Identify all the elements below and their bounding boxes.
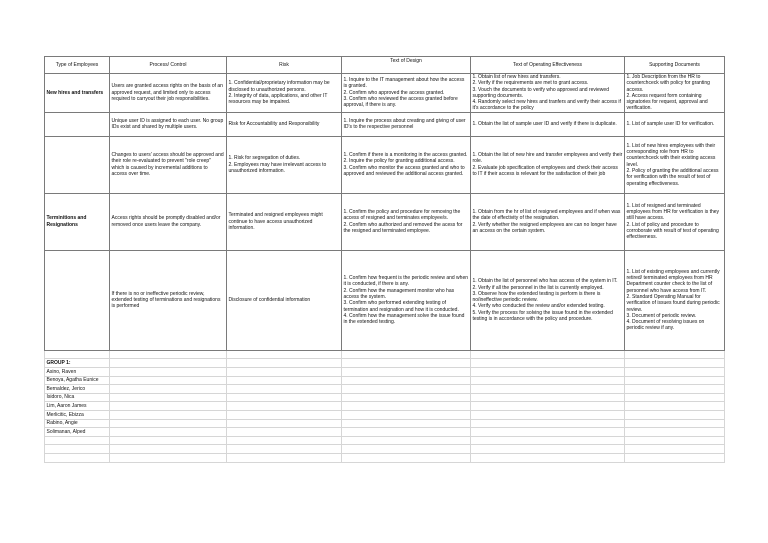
empty-cell[interactable] [471,376,625,385]
empty-cell[interactable] [45,436,110,445]
empty-cell[interactable] [342,385,471,394]
empty-cell[interactable] [227,376,342,385]
empty-cell[interactable] [471,428,625,437]
empty-cell[interactable] [471,359,625,368]
cell-text: 1. Inquire the process about creating and giving of user ID's to the respective personnel [343,117,466,131]
cell-text: 2. Policy of granting the additional access for verification with the result of test of operating effectiveness. [626,167,719,187]
cell-text: 1. Obtain from the hr of list of resigned employees and if when was the date of effectivity of the resignation. [472,209,621,222]
cell-text: 1. Confirm the policy and procedure for removing the access of resigned and terminates employee/s. [343,209,461,222]
empty-cell[interactable] [110,445,227,454]
empty-cell[interactable] [110,419,227,428]
grid-row [45,359,725,368]
cell-text: 1. Risk for segregation of duties. [228,155,301,162]
type-cell[interactable] [45,250,110,350]
empty-cell[interactable] [342,436,471,445]
cell-text: Terminated and resigned employees might continue to have access unauthorized information. [228,212,323,231]
spreadsheet [44,56,725,463]
cell-text: 1. List of existing employees and currently retired/ terminated employees from HR Department counter check to the list of personnel who have access from IT. [626,268,720,294]
empty-cell[interactable] [227,402,342,411]
cell-text: 2. Verify if all the personnel in the list is currently employed. [472,284,604,291]
empty-cell[interactable] [110,410,227,419]
process-cell[interactable] [110,112,227,136]
risk-cell[interactable] [227,112,342,136]
risk-cell[interactable] [227,74,342,113]
design-cell[interactable] [342,112,471,136]
cell-text: 1. Confirm how frequent is the periodic review and when it is conducted, if there is any. [343,275,469,288]
empty-cell[interactable] [471,367,625,376]
empty-cell[interactable] [625,428,725,437]
empty-cell[interactable] [342,428,471,437]
table-body [45,74,725,351]
grid-row [45,402,725,411]
cell-text: 1. Inquire to the IT management about how the access is granted. [343,77,465,90]
empty-cell[interactable] [227,385,342,394]
empty-cell[interactable] [471,453,625,462]
empty-cell[interactable] [625,367,725,376]
empty-cell[interactable] [342,453,471,462]
cell-text: 2. Employees may have irrelevant access to unauthorized information. [228,161,327,174]
cell-text: Changes to users' access should be approved and their role re-evaluated to prevent "role creep" which is caused by incremental additions to access over time. [111,152,224,178]
empty-cell[interactable] [625,453,725,462]
empty-cell[interactable] [625,385,725,394]
empty-cell[interactable] [227,359,342,368]
group-member[interactable]: Merlicitic, Ebizza [45,410,110,419]
empty-cell[interactable] [625,436,725,445]
audit-table [44,56,725,463]
empty-cell[interactable] [227,445,342,454]
type-cell[interactable] [45,112,110,136]
cell-text: 1. Confirm if there is a monitoring in the access granted. [343,152,468,159]
empty-cell[interactable] [45,350,110,359]
cell-text: 5. Verify the process for solving the issue found in the extended testing is in accordance with the policy and procedure. [472,309,613,323]
type-cell[interactable] [45,74,110,113]
empty-cell[interactable] [110,350,227,359]
operating-cell[interactable] [471,193,625,250]
cell-text: 3. Confirm who monitor the access granted and who to approved and reviewed the additional access granted. [343,164,465,178]
empty-cell[interactable] [342,350,471,359]
design-cell[interactable] [342,74,471,113]
type-cell[interactable] [45,136,110,193]
header-type-of-employees[interactable]: Type of Employees [45,57,110,74]
cell-text: 1. Obtain the list of personnel who has access of the system in IT. [472,278,618,285]
empty-cell[interactable] [471,410,625,419]
empty-cell[interactable] [342,393,471,402]
process-cell[interactable] [110,193,227,250]
cell-text: 3. Confirm who reviewed the access granted before approval, if there is any. [343,96,458,109]
grid-row [45,385,725,394]
cell-text: 3. Vouch the documents to verify who approved and reviewed supporting documents. [472,86,609,99]
table-row [45,250,725,350]
cell-text: 1. Obtain list of new hires and transfers. [472,74,561,80]
risk-cell[interactable] [227,193,342,250]
empty-cell[interactable] [227,453,342,462]
grid-row [45,393,725,402]
header-risk[interactable]: Risk [227,57,342,74]
grid-row [45,428,725,437]
design-cell[interactable] [342,136,471,193]
empty-cell[interactable] [227,367,342,376]
empty-cell[interactable] [625,419,725,428]
empty-cell[interactable] [227,419,342,428]
empty-cell[interactable] [471,385,625,394]
group-section [45,350,725,462]
header-row [45,57,725,74]
cell-text: 3. Observe how the extended testing is perform is there is no/ineffective periodic review. [472,290,601,304]
empty-cell[interactable] [110,393,227,402]
empty-cell[interactable] [110,385,227,394]
cell-text: 2. Verify if the requirements are met to grant access. [472,80,589,87]
group-label[interactable]: GROUP 1: [45,359,110,368]
empty-cell[interactable] [625,359,725,368]
cell-text: 1. Job Description from the HR to counterchceck with policy for granting access. [626,74,710,93]
grid-row [45,376,725,385]
empty-cell[interactable] [110,402,227,411]
grid-row [45,419,725,428]
cell-text: 4. Document of resolving issues on periodic review if any. [626,319,705,332]
cell-text: Risk for Accountability and Responsibility [228,121,320,128]
header-text-of-operating-effectiveness[interactable]: Text of Operating Effectiveness [471,57,625,74]
cell-text: If there is no or ineffective periodic review, extended testing of terminations and resignations is performed [111,290,221,310]
empty-cell[interactable] [342,419,471,428]
empty-cell[interactable] [110,436,227,445]
table-row [45,74,725,113]
empty-cell[interactable] [110,453,227,462]
cell-text: 4. Verify who conducted the review and/or extended testing. [472,303,605,310]
type-cell[interactable] [45,193,110,250]
header-process-control[interactable]: Process/ Control [110,57,227,74]
cell-text: 2. Verify whether the resigned employees are can no longer have an access on the certain system. [472,221,617,235]
empty-cell[interactable] [342,359,471,368]
operating-cell[interactable] [471,250,625,350]
grid-row [45,350,725,359]
empty-cell[interactable] [625,410,725,419]
table-row [45,193,725,250]
empty-cell[interactable] [471,419,625,428]
cell-text: 3. Document of periodic review. [626,312,697,319]
empty-cell[interactable] [471,402,625,411]
cell-text: 1. Obtain the list of sample user ID and verify if there is duplicate. [472,121,617,128]
cell-text: 1. List of sample user ID for verification. [626,121,715,128]
cell-text: Unique user ID is assigned to each user. No group IDs exist and shared by multiple users. [111,117,224,131]
empty-cell[interactable] [625,376,725,385]
cell-text: 1. List of resigned and terminated employees from HR for verification is they still have access. [626,202,720,222]
table-row [45,136,725,193]
cell-text: 2. Confirm who authorized and removed the acess for the resigned and terminated employee. [343,221,463,235]
cell-text: 2. Evaluate job specification of employees and check their access to IT if their access is relevant for the satisfaction of their job [472,164,618,178]
risk-cell[interactable] [227,250,342,350]
group-member[interactable]: Bernaldez, Jerico [45,385,110,394]
empty-cell[interactable] [471,393,625,402]
empty-cell[interactable] [342,402,471,411]
cell-text: 2. Standard Operating Manual for verification of issues found during periodic review. [626,293,720,313]
design-cell[interactable] [342,250,471,350]
risk-cell[interactable] [227,136,342,193]
process-cell[interactable] [110,250,227,350]
cell-text: 2. Inquire the policy for granting additional access. [343,158,455,165]
table-row [45,112,725,136]
empty-cell[interactable] [227,393,342,402]
grid-row [45,436,725,445]
empty-cell[interactable] [227,410,342,419]
header-text-of-design[interactable]: Text of Design [342,57,471,74]
grid-row [45,445,725,454]
documents-cell[interactable] [625,112,725,136]
process-cell[interactable] [110,136,227,193]
group-member[interactable]: Isidoro, Nica [45,393,110,402]
process-cell[interactable] [110,74,227,113]
operating-cell[interactable] [471,136,625,193]
grid-row [45,410,725,419]
empty-cell[interactable] [110,359,227,368]
empty-cell[interactable] [625,402,725,411]
group-member[interactable]: Benoya, Agatha Eunice [45,376,110,385]
grid-row [45,453,725,462]
cell-text: 2. Confirm how the management monitor who has access the system. [343,287,455,300]
cell-text: 1. Obtain the list of new hire and transfer employees and verify their role. [472,152,623,165]
cell-text: 2. List of policy and procedure to corroborate with result of test of operating effectiveness. [626,221,719,241]
grid-row [45,367,725,376]
empty-cell[interactable] [110,428,227,437]
empty-cell[interactable] [110,367,227,376]
group-member[interactable]: Rabino, Angie [45,419,110,428]
empty-cell[interactable] [342,445,471,454]
empty-cell[interactable] [625,350,725,359]
empty-cell[interactable] [342,367,471,376]
empty-cell[interactable] [45,453,110,462]
empty-cell[interactable] [110,376,227,385]
cell-text: 4. Randomly select new hires and tranfers and verify their access if it's accordance to the policy [472,99,621,112]
header-supporting-documents[interactable]: Supporting Documents [625,57,725,74]
cell-text: 2. Confirm who approved the access granted. [343,89,445,96]
empty-cell[interactable] [625,445,725,454]
cell-text: New hires and transfers [46,89,104,96]
cell-text: 2. Integrity of data, applications, and other IT resources may be impaired. [228,92,328,106]
cell-text: Disclosure of confidential information [228,297,311,304]
operating-cell[interactable] [471,112,625,136]
empty-cell[interactable] [45,445,110,454]
empty-cell[interactable] [342,410,471,419]
cell-text: Terminitions and Resignations [46,215,87,228]
empty-cell[interactable] [471,445,625,454]
group-member[interactable]: Lim, Aaron James [45,402,110,411]
documents-cell[interactable] [625,74,725,113]
group-member[interactable]: Asino, Raven [45,367,110,376]
empty-cell[interactable] [625,393,725,402]
empty-cell[interactable] [471,436,625,445]
empty-cell[interactable] [342,376,471,385]
empty-cell[interactable] [227,436,342,445]
cell-text: 3. Confirm who performed extending testing of termination and resignation and how it is conducted. [343,300,459,313]
group-member[interactable]: Solimanan, Alped [45,428,110,437]
cell-text: Users are granted access rights on the basis of an approved request, and limited only to access required to carryout their job responsibilities. [111,83,223,103]
documents-cell[interactable] [625,193,725,250]
cell-text: 1. List of new hires employees with their corresponding role from HR to counterchceck with their existing access level. [626,142,716,168]
cell-text: 2. Access request form containing signatories for request, approval and verification. [626,92,708,112]
documents-cell[interactable] [625,136,725,193]
empty-cell[interactable] [227,428,342,437]
cell-text: 1. Confidential/proprietary information may be disclosed to unauthorized persons. [228,80,330,93]
cell-text: Access rights should be promptly disabled and/or removed once users leave the company. [111,215,221,228]
documents-cell[interactable] [625,250,725,350]
operating-cell[interactable] [471,74,625,113]
cell-text: 4. Confirm how the management solve the issue found in the extended testing. [343,312,465,326]
empty-cell[interactable] [471,350,625,359]
design-cell[interactable] [342,193,471,250]
empty-cell[interactable] [227,350,342,359]
